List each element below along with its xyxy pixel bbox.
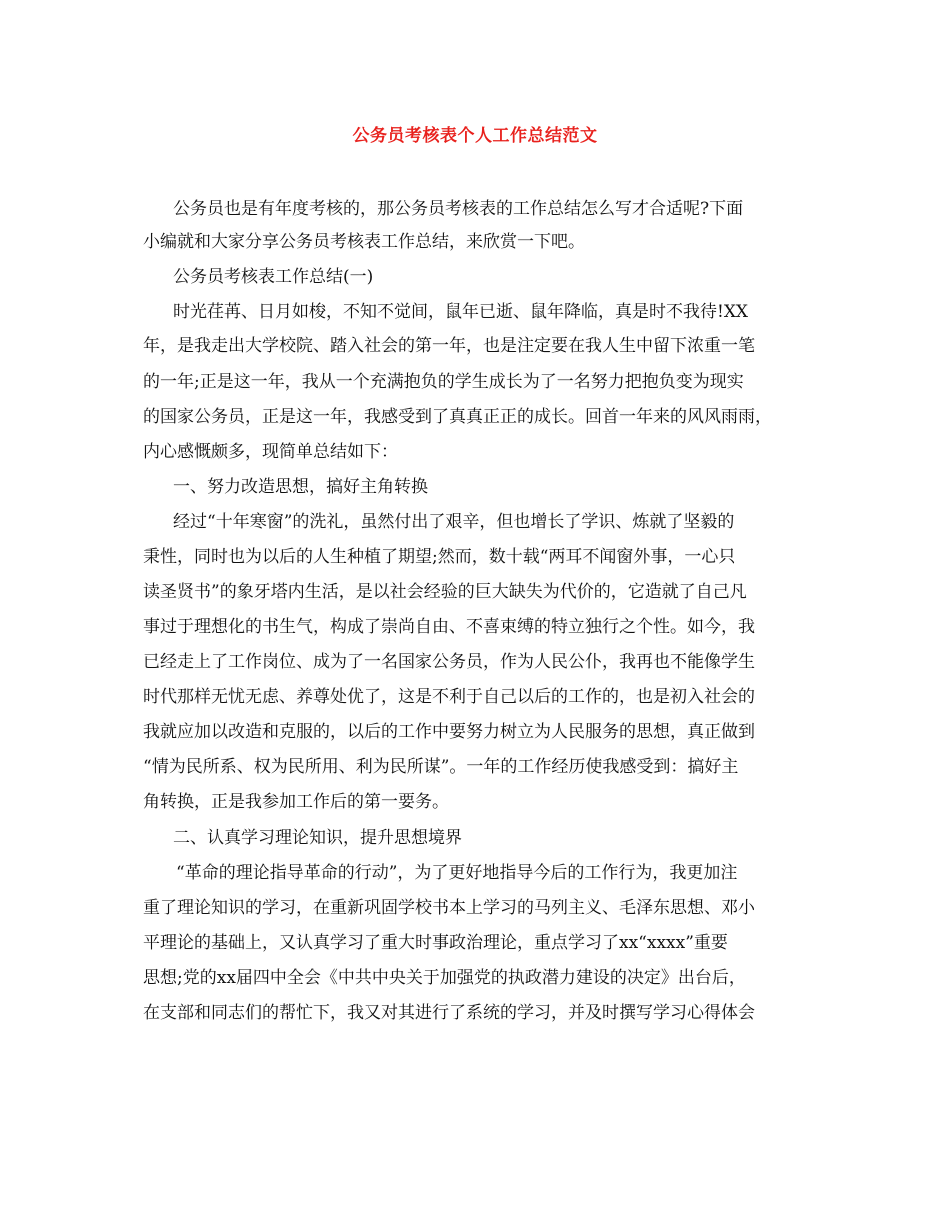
text-line: 读圣贤书”的象牙塔内生活，是以社会经验的巨大缺失为代价的，它造就了自己凡	[143, 582, 747, 602]
text-line: 我就应加以改造和克服的，以后的工作中要努力树立为人民服务的思想，真正做到	[143, 722, 755, 742]
text-line: 公务员也是有年度考核的，那公务员考核表的工作总结怎么写才合适呢?下面	[173, 199, 744, 219]
text-line: 重了理论知识的学习，在重新巩固学校书本上学习的马列主义、毛泽东思想、邓小	[143, 898, 755, 918]
text-line: 事过于理想化的书生气，构成了崇尚自由、不喜束缚的特立独行之个性。如今，我	[143, 617, 755, 637]
document-title: 公务员考核表个人工作总结范文	[352, 126, 598, 146]
text-line: 角转换，正是我参加工作后的第一要务。	[143, 792, 449, 812]
text-line: 经过“十年寒窗”的洗礼，虽然付出了艰辛，但也增长了学识、炼就了坚毅的	[173, 512, 735, 532]
text-line: 在支部和同志们的帮忙下，我又对其进行了系统的学习，并及时撰写学习心得体会	[143, 1003, 755, 1023]
text-line: “革命的理论指导革命的行动”，为了更好地指导今后的工作行为，我更加注	[176, 863, 738, 883]
text-line: 秉性，同时也为以后的人生种植了期望;然而，数十载“两耳不闻窗外事，一心只	[143, 547, 736, 567]
text-line: 小编就和大家分享公务员考核表工作总结，来欣赏一下吧。	[143, 232, 585, 252]
text-line: 的一年;正是这一年，我从一个充满抱负的学生成长为了一名努力把抱负变为现实	[143, 372, 744, 392]
text-line: 思想;党的xx届四中全会《中共中央关于加强党的执政潜力建设的决定》出台后，	[143, 968, 746, 988]
text-line: 平理论的基础上，又认真学习了重大时事政治理论，重点学习了xx“xxxx”重要	[143, 933, 728, 953]
text-line: 内心感慨颇多，现简单总结如下：	[143, 442, 398, 462]
text-line: 时光荏苒、日月如梭，不知不觉间，鼠年已逝、鼠年降临，真是时不我待!XX	[173, 302, 749, 322]
text-line: 的国家公务员，正是这一年，我感受到了真真正正的成长。回首一年来的风风雨雨，	[143, 407, 772, 427]
text-line: 时代那样无忧无虑、养尊处优了，这是不利于自己以后的工作的，也是初入社会的	[143, 687, 755, 707]
section-heading: 二、认真学习理论知识，提升思想境界	[173, 828, 462, 848]
section-heading: 公务员考核表工作总结(一)	[173, 267, 374, 287]
text-line: 年，是我走出大学校院、踏入社会的第一年，也是注定要在我人生中留下浓重一笔	[143, 336, 755, 356]
text-line: 已经走上了工作岗位、成为了一名国家公务员，作为人民公仆，我再也不能像学生	[143, 652, 755, 672]
section-heading: 一、努力改造思想，搞好主角转换	[173, 477, 428, 497]
text-line: “情为民所系、权为民所用、利为民所谋”。一年的工作经历使我感受到：搞好主	[143, 757, 739, 777]
